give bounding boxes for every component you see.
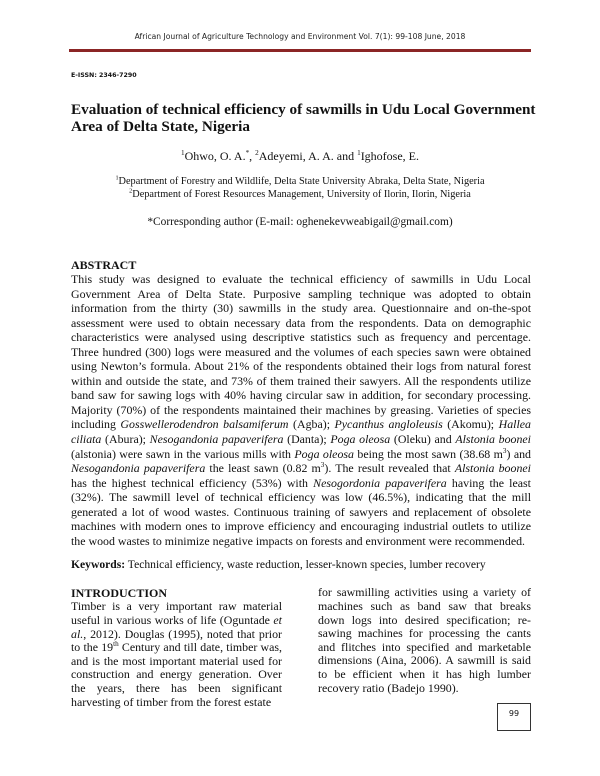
separator: and bbox=[333, 149, 358, 163]
text-run: (Danta); bbox=[283, 432, 331, 447]
introduction-left bbox=[71, 586, 282, 731]
italic-text: Hallea ciliata bbox=[71, 417, 531, 447]
paper-title: Evaluation of technical efficiency of sawmills in Udu Local Government Area of Delta State, Nigeria bbox=[71, 101, 536, 135]
text-run: being the most sawn (38.68 m bbox=[353, 446, 503, 461]
italic-text: Gosswellerodendron balsamiferum bbox=[120, 417, 289, 432]
text-run: This study was designed to evaluate the technical efficiency of sawmills in Udu Local Government Area of Delta State. Purposive sampling technique was adopted to obtain information from the thirty (30) sawmills in the study area. Questionnaire and on-the-spot assessment were used to obtain necessary data from the respondents. Data on demographic characteristics were analysed using descriptive statistics such as frequency and percentage. Three hundred (300) logs were measured and the volumes of each species sawn were obtained using Newton’s formula. About 21% of the respondents obtained their logs from natural forest within and outside the state, and 73% of them trained their sawyers. All the respondents utilize band saw for sawing logs with 40% having circular saw in addition, for secondary processing. Majority (70%) of the respondents maintained their machines by greasing. Varieties of species including bbox=[71, 272, 531, 432]
affil-mark: 2 bbox=[255, 149, 259, 157]
affiliation-text: Department of Forestry and Wildlife, Delta State University Abraka, Delta State, Nigeria bbox=[118, 176, 485, 187]
italic-text: Alstonia boonei bbox=[454, 461, 531, 476]
italic-text: Alstonia boonei bbox=[455, 432, 531, 447]
text-run: (Abura); bbox=[101, 432, 150, 447]
introduction-heading: INTRODUCTION bbox=[71, 586, 168, 601]
italic-text: Poga oleosa bbox=[294, 446, 354, 461]
affil-mark: 1 bbox=[115, 174, 119, 182]
italic-text: et al. bbox=[71, 612, 282, 641]
corresponding-mark: * bbox=[245, 149, 250, 157]
journal-header: African Journal of Agriculture Technology and Environment Vol. 7(1): 99-108 June, 2018 bbox=[134, 32, 466, 41]
text-run: ). The result revealed that bbox=[324, 461, 455, 476]
introduction-right bbox=[318, 586, 531, 731]
text-run: for sawmilling activities using a variety of machines such as band saw that breaks down logs into desired specification; re-sawing machines for processing the cants and flitches into specified and marketable dimensions (Aina, 2006). A sawmill is said to be efficient when it has high lumber recovery ratio (Badejo 1990). bbox=[318, 585, 531, 695]
superscript: th bbox=[113, 640, 119, 649]
keywords-text: Technical efficiency, waste reduction, lesser-known species, lumber recovery bbox=[125, 558, 486, 572]
introduction-column-1 bbox=[71, 600, 282, 709]
text-run: has the highest technical efficiency (53%) with bbox=[71, 475, 314, 490]
header-rule bbox=[69, 49, 531, 52]
corresponding-author: *Corresponding author (E-mail: oghenekevweabigail@gmail.com) bbox=[147, 216, 453, 228]
author-name: Adeyemi, A. A. bbox=[258, 149, 334, 163]
affil-mark: 2 bbox=[129, 187, 133, 195]
author-name: Ighofose, E. bbox=[360, 149, 420, 163]
text-run: , 2012). Douglas (1995), noted that prior to the 19 bbox=[71, 626, 282, 655]
abstract-heading: ABSTRACT bbox=[71, 258, 137, 272]
text-run: ) and bbox=[506, 446, 532, 461]
superscript: 3 bbox=[502, 446, 507, 455]
affiliation-text: Department of Forest Resources Management, University of Ilorin, Ilorin, Nigeria bbox=[132, 188, 471, 200]
italic-text: Nesogandonia papaverifera bbox=[71, 461, 206, 476]
introduction-column-2 bbox=[318, 586, 531, 695]
italic-text: Nesogordonia papaverifera bbox=[313, 475, 447, 490]
text-run: (Akomu); bbox=[442, 417, 499, 432]
affiliations bbox=[0, 176, 600, 201]
introduction-section bbox=[71, 586, 531, 731]
italic-text: Poga oleosa bbox=[330, 432, 391, 447]
issn: E-ISSN: 2346-7290 bbox=[71, 72, 137, 79]
author-list bbox=[0, 149, 600, 164]
text-run: (Oleku) and bbox=[390, 432, 456, 447]
italic-text: Nesogandonia papaverifera bbox=[149, 432, 284, 447]
keywords bbox=[71, 558, 531, 572]
affiliation bbox=[0, 189, 600, 202]
author bbox=[255, 149, 357, 163]
text-run: (alstonia) were sawn in the various mills with bbox=[71, 446, 295, 461]
article-body bbox=[0, 101, 600, 731]
affiliation bbox=[0, 176, 600, 189]
text-run: the least sawn (0.82 m bbox=[205, 461, 321, 476]
affil-mark: 1 bbox=[357, 149, 361, 157]
main-flow bbox=[71, 259, 531, 731]
keywords-label: Keywords: bbox=[71, 558, 126, 572]
affil-mark: 1 bbox=[180, 149, 185, 157]
text-run: having the least (32%). The sawmill level of technical efficiency was low (46.5%), indicating that the mill generated a lot of wood wastes. Continuous training of sawyers and replacement of obsolete machines with modern ones to improve efficiency and encouraging industrial outlets to utilize the wood wastes to minimize negative impacts on forests and environment were recommended. bbox=[71, 475, 531, 548]
author bbox=[357, 149, 419, 163]
text-run: Century and till date, timber was, and is the most important material used for construction and energy generation. Over the years, there has been significant harvesting of timber from the forest estate bbox=[71, 640, 282, 709]
text-run: Timber is a very important raw material useful in various works of life (Oguntade bbox=[71, 599, 282, 627]
author bbox=[181, 149, 255, 163]
separator: , bbox=[249, 149, 256, 163]
author-name: Ohwo, O. A. bbox=[184, 149, 246, 163]
superscript: 3 bbox=[320, 461, 325, 470]
italic-text: Pycanthus angloleusis bbox=[334, 417, 443, 432]
page-number: 99 bbox=[497, 703, 531, 731]
abstract-body bbox=[71, 272, 531, 548]
text-run: (Agba); bbox=[288, 417, 335, 432]
